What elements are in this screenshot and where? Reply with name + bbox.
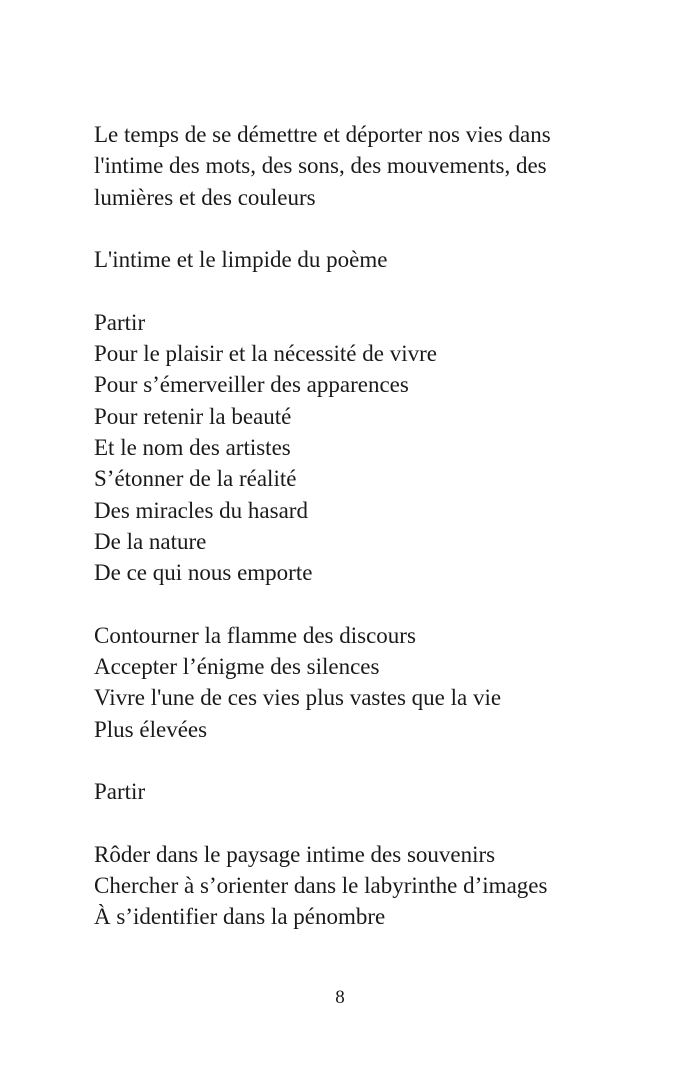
poem-text [94,119,634,933]
poem-line: Rôder dans le paysage intime des souvenirs [94,841,496,867]
stanza-break [94,808,634,839]
poem-line: Accepter l’énigme des silences [94,654,380,680]
poem-line: l'intime des mots, des sons, des mouvements, des [94,153,547,179]
poem-line: S’étonner de la réalité [94,466,297,492]
poem-line: Des miracles du hasard [94,497,308,523]
page-number: 8 [335,987,345,1008]
poem-line: Vivre l'une de ces vies plus vastes que la vie [94,685,502,711]
stanza-break [94,588,634,619]
poem-line: lumières et des couleurs [94,184,316,210]
poem-line: De la nature [94,528,207,554]
poem-line: De ce qui nous emporte [94,560,313,586]
poem-line: Pour retenir la beauté [94,403,292,429]
stanza-break [94,745,634,776]
poem-line: Et le nom des artistes [94,434,291,460]
poem-line: Contourner la flamme des discours [94,622,416,648]
stanza-break [94,275,634,306]
stanza-break [94,213,634,244]
poem-line: L'intime et le limpide du poème [94,247,388,273]
poem-line: Plus élevées [94,716,208,742]
poem-line: Pour s’émerveiller des apparences [94,372,409,398]
poem-line: Pour le plaisir et la nécessité de vivre [94,341,437,367]
poem-line: Chercher à s’orienter dans le labyrinthe d’images [94,873,548,899]
poem-line: À s’identifier dans la pénombre [94,904,386,930]
poem-line: Partir [94,309,146,335]
poem-line: Le temps de se démettre et déporter nos vies dans [94,122,551,147]
poem-line: Partir [94,779,146,805]
